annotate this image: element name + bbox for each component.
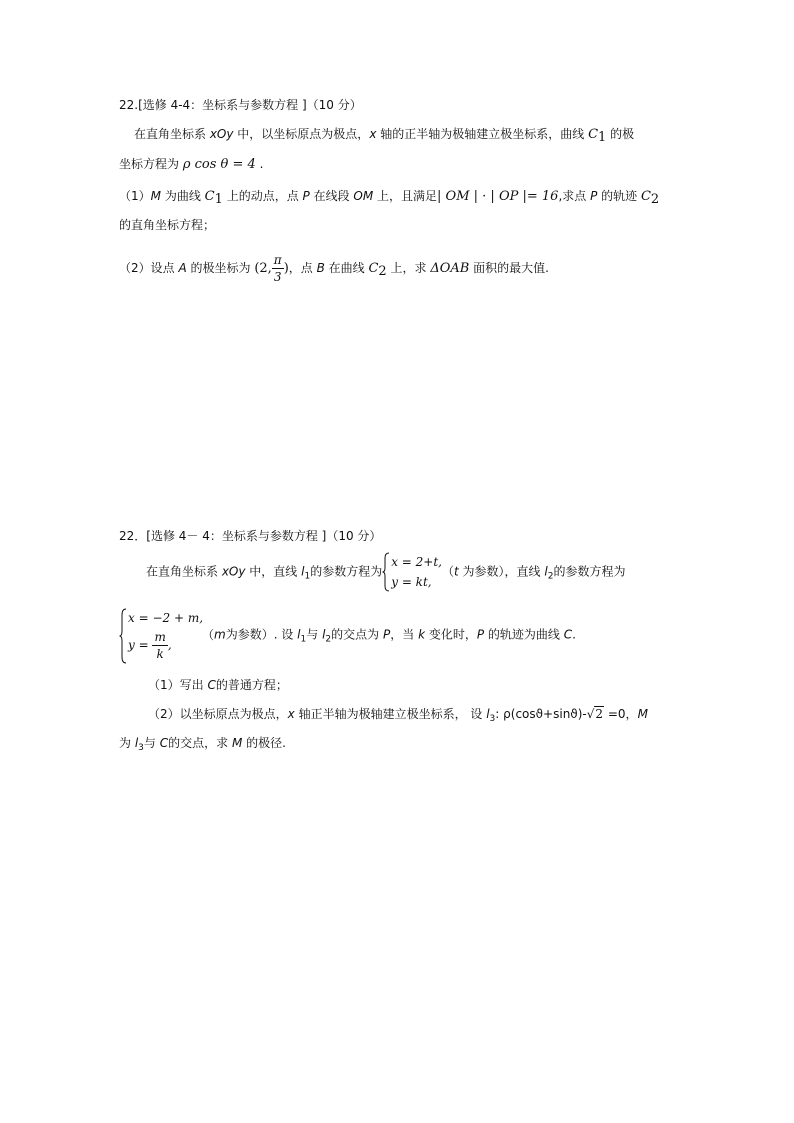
q2-part2-line1: （2）以坐标原点为极点，x 轴正半轴为极轴建立极坐标系， 设 $l_3$: ρ(cosϑ+sinϑ)-√2 =0，M (148, 707, 648, 724)
q2-part2-line2: 为 $l_3$与 C的交点，求 M 的极径. (119, 736, 286, 753)
product-equation: | OM | · | OP |= 16 (437, 189, 559, 204)
q2-intro-line1: 在直角坐标系 xOy 中，直线 $l_1$的参数方程为 x = 2+t, y = kt, （t 为参数），直线 $l_2$的参数方程为 (146, 552, 625, 592)
brace-icon (382, 552, 390, 592)
line1-param-system: x = 2+t, y = kt, (382, 552, 442, 592)
q1-title: 22.[选修 4-4：坐标系与参数方程 ]（10 分） (119, 98, 362, 112)
q2-intro-line2: x = −2 + m, y = $\frac{m}{k}$ , （m为参数）. 设 $l_1$与 $l_2$的交点为 P，当 k 变化时，P 的轨迹为曲线 C. (119, 608, 576, 662)
brace-icon (119, 608, 127, 664)
pi-over-three-fraction: $\frac{\pi}{3}$ (273, 253, 282, 284)
q1-intro-line1: 在直角坐标系 xOy 中，以坐标原点为极点，x 轴的正半轴为极轴建立极坐标系，曲线 $C_1$ 的极 (134, 127, 635, 145)
sqrt-two: √2 (586, 707, 604, 721)
line2-param-system: x = −2 + m, y = $\frac{m}{k}$ , (119, 608, 192, 662)
q2-part1: （1）写出 C的普通方程； (148, 678, 288, 692)
q1-part1-line2: 的直角坐标方程； (119, 218, 216, 232)
q1-part1-line1: （1）M 为曲线 $C_1$ 上的动点，点 P 在线段 OM 上，且满足| OM | · | OP |= 16,求点 P 的轨迹 $C_2$ (119, 189, 660, 207)
q1-part2: （2）设点 A 的极坐标为 (2, $\frac{\pi}{3}$ )，点 B 在曲线 $C_2$ 上，求 ΔOAB 面积的最大值. (119, 253, 549, 284)
q2-title: 22．[选修 4－ 4：坐标系与参数方程 ]（10 分） (119, 529, 382, 543)
q1-intro-line2: 坐标方程为 ρ cos θ = 4 . (119, 157, 264, 172)
m-over-k-fraction: $\frac{m}{k}$ (154, 630, 166, 661)
polar-equation: ρ cos θ = 4 (182, 157, 256, 172)
